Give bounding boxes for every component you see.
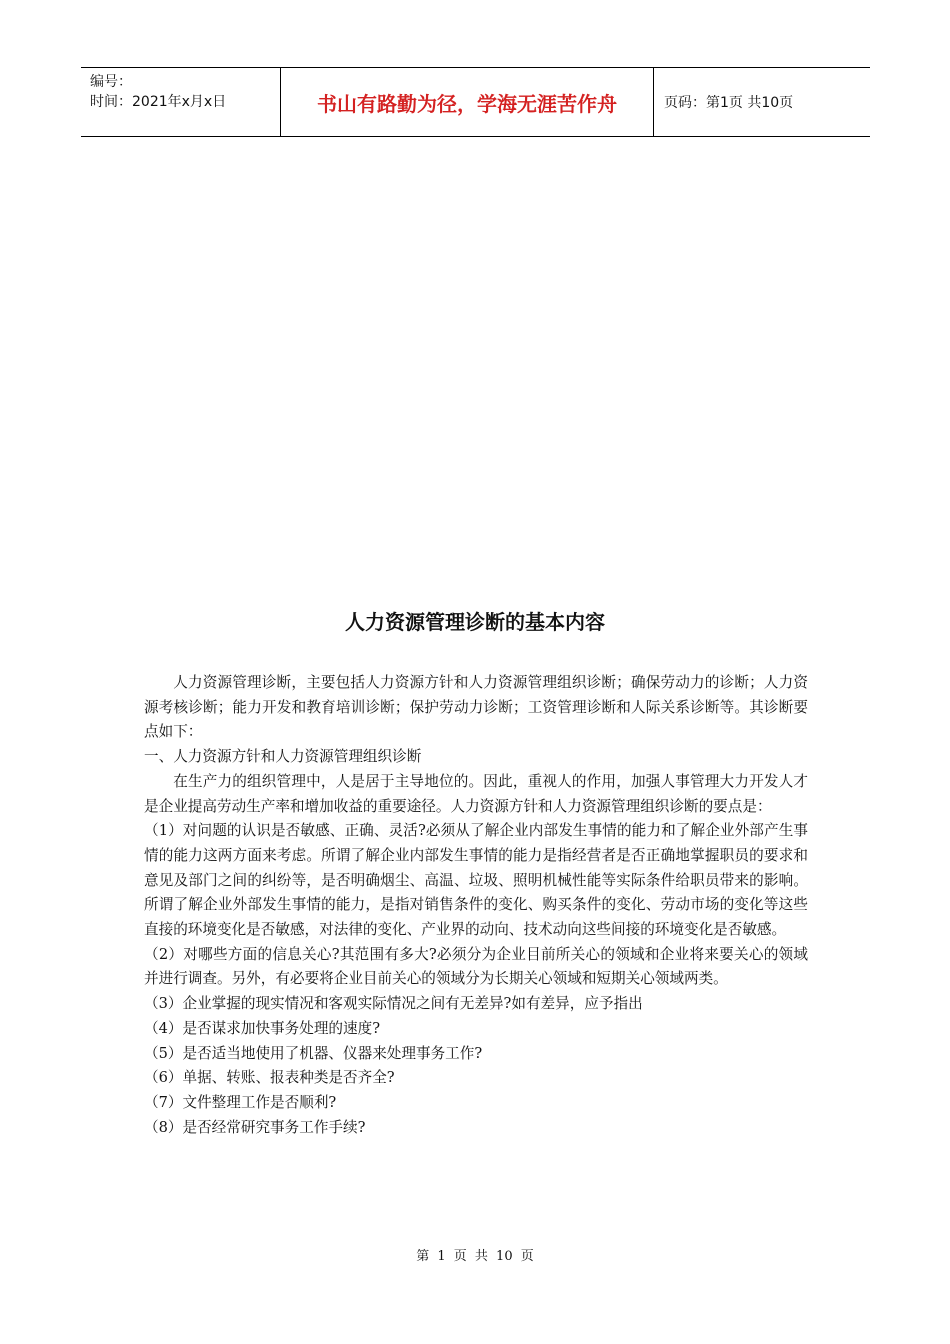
section-heading: 一、人力资源方针和人力资源管理组织诊断 [144,748,422,766]
header-motto: 书山有路勤为径，学海无涯苦作舟 [281,68,654,136]
list-item: （7）文件整理工作是否顺利? [144,1093,337,1111]
list-item: （2）对哪些方面的信息关心?其范围有多大?必须分为企业目前所关心的领域和企业将来要关心的领域并进行调查。另外，有必要将企业目前关心的领域分为长期关心领域和短期关心领域两类。 [144,945,808,988]
list-item: （1）对问题的认识是否敏感、正确、灵活?必须从了解企业内部发生事情的能力和了解企业外部产生事情的能力这两方面来考虑。所谓了解企业内部发生事情的能力是指经营者是否正确地掌握职员的要求和意见及部门之间的纠纷等，是否明确烟尘、高温、垃圾、照明机械性能等实际条件给职员带来的影响。所谓了解企业外部发生事情的能力，是指对销售条件的变化、购买条件的变化、劳动市场的变化等这些直接的环境变化是否敏感，对法律的变化、产业界的动向、技术动向这些间接的环境变化是否敏感。 [144,822,808,939]
document-time-label: 时间：2021年x月x日 [90,94,227,110]
document-number-label: 编号： [90,74,132,90]
list-item: （6）单据、转账、报表种类是否齐全? [144,1069,395,1087]
list-item: （5）是否适当地使用了机器、仪器来处理事务工作? [144,1044,483,1062]
document-title: 人力资源管理诊断的基本内容 [345,610,605,634]
paragraph: 在生产力的组织管理中，人是居于主导地位的。因此，重视人的作用，加强人事管理大力开发人才是企业提高劳动生产率和增加收益的重要途径。人力资源方针和人力资源管理组织诊断的要点是： [144,772,808,815]
header-meta [81,68,281,136]
list-item: （3）企业掌握的现实情况和客观实际情况之间有无差异?如有差异，应予指出 [144,995,643,1013]
paragraph: 人力资源管理诊断，主要包括人力资源方针和人力资源管理组织诊断；确保劳动力的诊断；人力资源考核诊断；能力开发和教育培训诊断；保护劳动力诊断；工资管理诊断和人际关系诊断等。其诊断要点如下： [144,674,808,741]
page-header [81,67,870,137]
list-item: （4）是否谋求加快事务处理的速度? [144,1019,381,1037]
list-item: （8）是否经常研究事务工作手续? [144,1118,366,1136]
document-body [144,671,808,1140]
header-page-info: 页码：第1页 共10页 [664,95,794,111]
page-footer: 第 1 页 共 10 页 [416,1249,534,1264]
